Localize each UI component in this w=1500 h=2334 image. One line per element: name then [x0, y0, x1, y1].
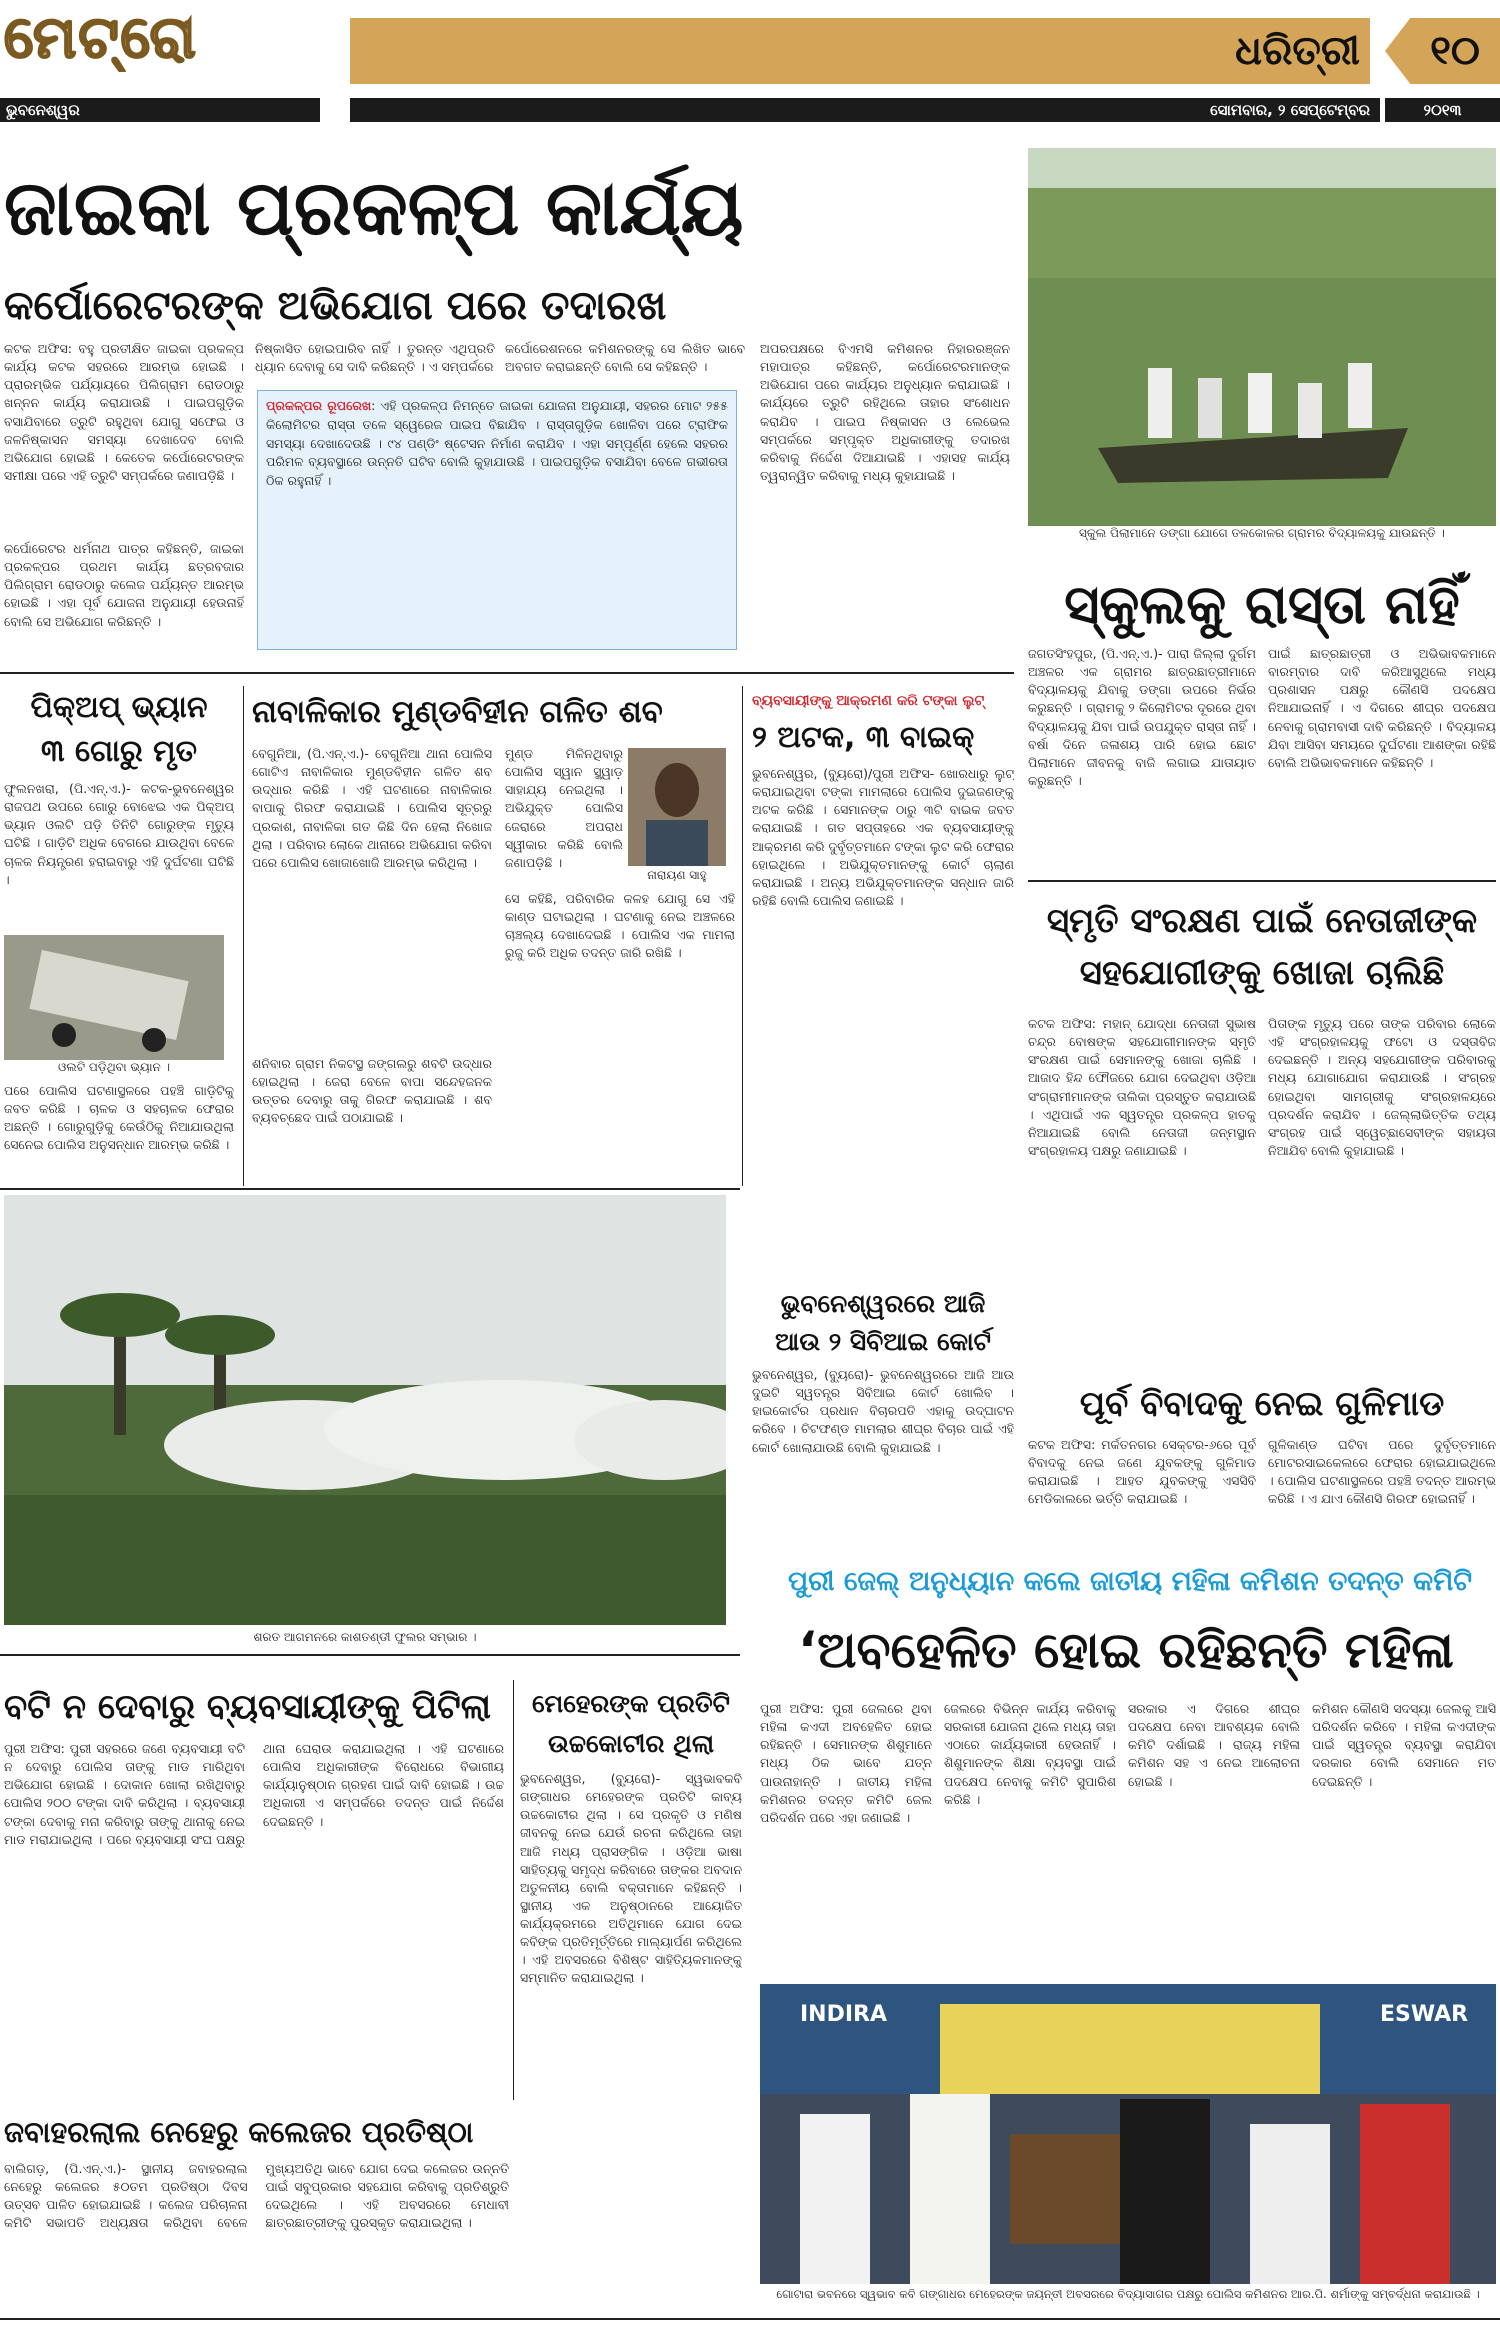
minor-body-2: ଶନିବାର ଗ୍ରାମ ନିକଟସ୍ଥ ଜଙ୍ଗଲରୁ ଶବଟି ଉଦ୍ଧାର ହୋଇଥିଲା । ଜେରା ବେଳେ ବାପା ସନ୍ଦେହଜନକ ଉତ୍ତର ଦେବାରୁ ତାକୁ ଗିରଫ କରାଯାଇଛି । ଶବ ବ୍ୟବଚ୍ଛେଦ ପାଇଁ ପଠାଯାଇଛି । — [252, 1056, 492, 1126]
jail-headline: ‘ଅବହେଳିତ ହୋଇ ରହିଛନ୍ତି ମହିଳା — [798, 1621, 1454, 1679]
lead-info-box — [257, 390, 737, 650]
city-label: ଭୁବନେଶ୍ୱର — [6, 101, 80, 119]
mehera-headline: ମେହେରଙ୍କ ପ୍ରତିଟି — [532, 1689, 730, 1718]
minor-body-3: ମୁଣ୍ଡ ମିଳିନଥିବାରୁ ପୋଲିସ ସ୍ୱାନ ସ୍କ୍ୱାଡ଼ ସାହାଯ୍ୟ ନେଇଥିଲା । ଅଭିଯୁକ୍ତ ପୋଲିସ ଜେରାରେ ଅପରାଧ ସ୍ୱୀକାର କରିଛି ବୋଲି ଜଣାପଡ଼ିଛି । — [505, 746, 623, 870]
event-photo-caption: ଗୋଟାରା ଭବନରେ ସ୍ୱଭାବ କବି ଗଙ୍ଗାଧର ମେହେରଙ୍କ ଜୟନ୍ତୀ ଅବସରରେ ବିଦ୍ୟାସାଗର ପକ୍ଷରୁ ପୋଲିସ କମିଶନର ଆର.ପି. ଶର୍ମାଙ୍କୁ ସମ୍ବର୍ଦ୍ଧନା କରାଯାଉଛି । — [776, 2287, 1480, 2301]
lead-info-box-text: : ଏହି ପ୍ରକଳ୍ପ ନିମନ୍ତେ ଜାଇକା ଯୋଜନା ଅନୁଯାୟୀ, ସହରର ମୋଟ ୨୫୫ କିଲୋମିଟର ରାସ୍ତା ତଳେ ସ୍ୱେରେଜ ପାଇପ ବିଛାଯିବ । ରାସ୍ତାଗୁଡ଼ିକ ଖୋଳିବା ପରେ ଟ୍ରାଫିକ ସମସ୍ୟା ଦେଖାଦେଉଛି । ୯୪ ପଣ୍ଡିଂ ଷ୍ଟେସନ ନିର୍ମାଣ କରାଯିବ । ଏହା ସମ୍ପୂର୍ଣ୍ଣ ହେଲେ ସହରର ପରିମଳ ବ୍ୟବସ୍ଥାରେ ଉନ୍ନତି ଘଟିବ ବୋଲି କୁହାଯାଉଛି । ପାଇପଗୁଡ଼ିକ ବସାଯିବା ବେଳେ ଗଭୀରତା ଠିକ ରହୁନାହିଁ । — [266, 398, 728, 488]
lead-body-1: କଟକ ଅଫିସ: ବହୁ ପ୍ରତୀକ୍ଷିତ ଜାଇକା ପ୍ରକଳ୍ପ କାର୍ଯ୍ୟ କଟକ ସହରରେ ଆରମ୍ଭ ହୋଇଛି । ପ୍ରାରମ୍ଭିକ ପର୍ଯ୍ୟାୟରେ ପିଲିଗ୍ରାମ ରୋଡଠାରୁ ଖନ୍ନନ କାର୍ଯ୍ୟ କରାଯାଉଛି । ପାଇପଗୁଡ଼ିକ ବସାଯିବାରେ ତ୍ରୁଟି ରହୁଥିବା ଯୋଗୁ ସଫେଇ ଓ ଜଳନିଷ୍କାସନ ସମସ୍ୟା ଦେଖାଦେବ ବୋଲି ଅଭିଯୋଗ ହୋଇଛି । କେତେକ କର୍ପୋରେଟରଙ୍କ ସମୀକ୍ଷା ପରେ ଏହି ତ୍ରୁଟି ସମ୍ପର୍କରେ ଜଣାପଡ଼ିଛି । — [4, 341, 244, 483]
bike-body: ଭୁବନେଶ୍ୱର, (ବ୍ୟୁରୋ)/ପୁରୀ ଅଫିସ- ଖୋରଧାରୁ ଲୁଟ୍ କରାଯାଇଥିବା ଟଙ୍କା ମାମଲାରେ ପୋଲିସ ଦୁଇଜଣଙ୍କୁ ଅଟକ କରିଛି । ସେମାନଙ୍କ ଠାରୁ ୩ଟି ବାଇକ ଜବତ କରାଯାଇଛି । ଗତ ସପ୍ତାହରେ ଏକ ବ୍ୟବସାୟୀଙ୍କୁ ଆକ୍ରମଣ କରି ଦୁର୍ବୃତ୍ତମାନେ ଟଙ୍କା ଲୁଟ କରି ଫେରାର ହୋଇଥିଲେ । ଅଭିଯୁକ୍ତମାନଙ୍କୁ କୋର୍ଟ ଚାଲାଣ କରାଯାଇଛି । ଅନ୍ୟ ଅଭିଯୁକ୍ତମାନଙ୍କ ସନ୍ଧାନ ଜାରି ରହିଛି ବୋଲି ପୋଲିସ ଜଣାଇଛି । — [752, 766, 1014, 908]
section-label: ଧରିତ୍ରୀ — [1235, 27, 1360, 74]
lead-headline: ଜାଇକା ପ୍ରକଳ୍ପ କାର୍ଯ୍ୟ — [4, 163, 744, 252]
minor-body-1: ବେଗୁନିଆ, (ପି.ଏନ୍.ଏ.)- ବେଗୁନିଆ ଥାନା ପୋଲିସ ଗୋଟିଏ ନାବାଳିକାର ମୁଣ୍ଡବିହୀନ ଗଳିତ ଶବ ଉଦ୍ଧାର କରିଛି । ଏହି ଘଟଣାରେ ନାବାଳିକାର ବାପାକୁ ଗିରଫ କରାଯାଇଛି । ପୋଲିସ ସୂତ୍ରରୁ ପ୍ରକାଶ, ନାବାଳିକା ଗତ କିଛି ଦିନ ହେଲା ନିଖୋଜ ଥିଲା । ପରିବାର ଲୋକେ ଥାନାରେ ଅଭିଯୋଗ କରିବା ପରେ ପୋଲିସ ଖୋଜାଖୋଜି ଆରମ୍ଭ କରିଥିଲା । — [252, 746, 492, 870]
school-rule — [1028, 880, 1496, 882]
lead-bottom-rule — [0, 672, 1014, 674]
footer-rule — [0, 2318, 1500, 2320]
kash-photo — [4, 1195, 726, 1625]
masthead-title: ମେଟ୍ରୋ — [4, 3, 198, 71]
police-body: ପୁରୀ ଅଫିସ: ପୁରୀ ସହରରେ ଜଣେ ବ୍ୟବସାୟୀ ବଟି ନ ଦେବାରୁ ପୋଲିସ ତାଙ୍କୁ ମାଡ ମାରିଥିବା ଅଭିଯୋଗ ହୋଇଛି । ଦୋକାନ ଖୋଲା ରଖିଥିବାରୁ ପୋଲିସ ୨୦୦ ଟଙ୍କା ଦାବି କରିଥିଲା । ବ୍ୟବସାୟୀ ଟଙ୍କା ଦେବାକୁ ମନା କରିବାରୁ ତାଙ୍କୁ ଥାନାକୁ ନେଇ ମାଡ ମରାଯାଇଥିଲା । ପରେ ବ୍ୟବସାୟୀ ସଂଘ ପକ୍ଷରୁ ଥାନା ଘେରାଉ କରାଯାଇଥିଲା । ଏହି ଘଟଣାରେ ପୋଲିସ ଅଧିକାରୀଙ୍କ ବିରୋଧରେ ବିଭାଗୀୟ କାର୍ଯ୍ୟାନୁଷ୍ଠାନ ଗ୍ରହଣ ପାଇଁ ଦାବି ହୋଇଛି । ଉଚ୍ଚ ଅଧିକାରୀ ଏ ସମ୍ପର୍କରେ ତଦନ୍ତ ପାଇଁ ନିର୍ଦ୍ଦେଶ ଦେଇଛନ୍ତି । — [4, 1741, 504, 1847]
school-body-2: ପାଇଁ ଛାତ୍ରଛାତ୍ରୀ ଓ ଅଭିଭାବକମାନେ ବାରମ୍ବାର ଦାବି କରିଆସୁଥିଲେ ମଧ୍ୟ ପ୍ରଶାସନ ପକ୍ଷରୁ କୌଣସି ପଦକ୍ଷେପ ନିଆଯାଇନାହିଁ । ଏ ଦିଗରେ ଶୀଘ୍ର ପଦକ୍ଷେପ ନେବାକୁ ଗ୍ରାମବାସୀ ଦାବି କରିଛନ୍ତି । ବିଦ୍ୟାଳୟ ଯିବା ଆସିବା ସମୟରେ ଦୁର୍ଘଟଣା ଆଶଙ୍କା ରହିଛି ବୋଲି ଅଭିଭାବକମାନେ କହିଛନ୍ତି । — [1268, 646, 1496, 770]
jail-body-2: ଜେଲରେ ବିଭିନ୍ନ କାର୍ଯ୍ୟ କରିବାକୁ ସରକାରୀ ଯୋଜନା ଥିଲେ ମଧ୍ୟ ତାହା ଏଠାରେ କାର୍ଯ୍ୟକାରୀ ହେଉନାହିଁ । ଶିଶୁମାନଙ୍କ ଶିକ୍ଷା ବ୍ୟବସ୍ଥା ପାଇଁ ପଦକ୍ଷେପ ନେବାକୁ କମିଟି ସୁପାରିଶ କରିଛି । — [944, 1701, 1116, 1807]
lead-body-2: କର୍ପୋରେଟର ଧର୍ମନାଥ ପାତ୍ର କହିଛନ୍ତି, ଜାଇକା ପ୍ରକଳ୍ପର ପ୍ରଥମ କାର୍ଯ୍ୟ ଛତ୍ରବଜାର ପିଲିଗ୍ରାମ ରୋଡଠାରୁ କଲେଜ ପର୍ଯ୍ୟନ୍ତ ଆରମ୍ଭ ହୋଇଛି । ଏହା ପୂର୍ବ ଯୋଜନା ଅନୁଯାୟୀ ହେଉନାହିଁ ବୋଲି ସେ ଅଭିଯୋଗ କରିଛନ୍ତି । — [4, 541, 244, 629]
pickup-divider — [243, 686, 244, 1186]
jawahar-body: ବାଲିଗଡ଼, (ପି.ଏନ୍.ଏ.)- ସ୍ଥାନୀୟ ଜବାହରଲାଲ ନେହେରୁ କଲେଜର ୫୦ତମ ପ୍ରତିଷ୍ଠା ଦିବସ ଉତ୍ସବ ପାଳିତ ହୋଇଯାଇଛି । କଲେଜ ପରିଚାଳନା କମିଟି ସଭାପତି ଅଧ୍ୟକ୍ଷତା କରିଥିବା ବେଳେ ମୁଖ୍ୟଅତିଥି ଭାବେ ଯୋଗ ଦେଇ କଲେଜର ଉନ୍ନତି ପାଇଁ ସବୁପ୍ରକାର ସହଯୋଗ କରିବାକୁ ପ୍ରତିଶ୍ରୁତି ଦେଇଥିଲେ । ଏହି ଅବସରରେ ମେଧାବୀ ଛାତ୍ରଛାତ୍ରୀଙ୍କୁ ପୁରସ୍କୃତ କରାଯାଇଥିଲା । — [4, 2161, 509, 2231]
lead-info-box-label: ପ୍ରକଳ୍ପର ରୂପରେଖ — [266, 398, 372, 413]
lead-body-4: କର୍ପୋରେଶନରେ କମିଶନରଙ୍କୁ ସେ ଲିଖିତ ଭାବେ ଅବଗତ କରାଇଛନ୍ତି ବୋଲି ସେ କହିଛନ୍ତି । — [505, 341, 745, 375]
bike-headline: ୨ ଅଟକ, ୩ ବାଇକ୍ — [752, 720, 975, 755]
jail-body-3: ସରକାର ଏ ଦିଗରେ ଶୀଘ୍ର ପଦକ୍ଷେପ ନେବା ଆବଶ୍ୟକ ବୋଲି କମିଟି ଦର୍ଶାଇଛି । ରାଜ୍ୟ ମହିଳା କମିଶନ ସହ ଏ ନେଇ ଆଲୋଚନା ହୋଇଛି । — [1128, 1701, 1300, 1789]
minor-divider — [742, 686, 743, 1186]
minor-photo-art — [628, 748, 726, 866]
cbi-headline-2: ଆଉ ୨ ସିବିଆଇ କୋର୍ଟ — [775, 1327, 991, 1356]
lead-body-5: ଅପରପକ୍ଷରେ ବିଏମସି କମିଶନର ନିହାରରଞ୍ଜନ ମହାପାତ୍ର କହିଛନ୍ତି, କର୍ପୋରେଟରମାନଙ୍କ ଅଭିଯୋଗ ପରେ କାର୍ଯ୍ୟର ଅନୁଧ୍ୟାନ କରାଯାଇଛି । କାର୍ଯ୍ୟରେ ତ୍ରୁଟି ରହିଥିଲେ ତାହାର ସଂଶୋଧନ କରାଯିବ । ପାଇପ ନିଷ୍କାସନ ଓ ଲେଭେଲ ସମ୍ପର୍କରେ ସମ୍ପୃକ୍ତ ଅଧିକାରୀଙ୍କୁ ତଦାରଖ କରିବାକୁ ନିର୍ଦ୍ଦେଶ ଦିଆଯାଇଛି । ଏହାସହ କାର୍ଯ୍ୟ ତ୍ୱରାନ୍ୱିତ କରିବାକୁ ମଧ୍ୟ କୁହାଯାଇଛି । — [760, 341, 1010, 483]
bottom-left-rule — [0, 1654, 740, 1656]
police-divider — [513, 1680, 514, 2100]
pickup-photo-caption: ଓଲଟି ପଡ଼ିଥିବା ଭ୍ୟାନ । — [58, 1060, 170, 1074]
gulimada-headline: ପୂର୍ବ ବିବାଦକୁ ନେଇ ଗୁଳିମାଡ — [1079, 1384, 1445, 1424]
jail-kicker: ପୁରୀ ଜେଲ୍ ଅନୁଧ୍ୟାନ କଲେ ଜାତୀୟ ମହିଳା କମିଶନ ତଦନ୍ତ କମିଟି — [787, 1566, 1473, 1597]
minor-body-4: ସେ କହିଛି, ପରିବାରିକ କଳହ ଯୋଗୁ ସେ ଏହି କାଣ୍ଡ ଘଟାଇଥିଲା । ଘଟଣାକୁ ନେଇ ଅଞ୍ଚଳରେ ଚାଞ୍ଚଲ୍ୟ ଦେଖାଦେଇଛି । ପୋଲିସ ଏକ ମାମଲା ରୁଜୁ କରି ଅଧିକ ତଦନ୍ତ ଜାରି ରଖିଛି । — [505, 891, 735, 961]
netaji-headline-2: ସହଯୋଗୀଙ୍କୁ ଖୋଜା ଚାଲିଛି — [1079, 953, 1445, 993]
netaji-body-2: ପିତାଙ୍କ ମୃତ୍ୟୁ ପରେ ତାଙ୍କ ପରିବାର ଲୋକେ ଏହି ସଂଗ୍ରହାଳୟକୁ ଫଟୋ ଓ ଦସ୍ତାବିଜ ଦେଇଛନ୍ତି । ଅନ୍ୟ ସହଯୋଗୀଙ୍କ ପରିବାରକୁ ମଧ୍ୟ ଯୋଗାଯୋଗ କରାଯାଉଛି । ସଂଗ୍ରହ ହୋଇଥିବା ସାମଗ୍ରୀକୁ ସଂଗ୍ରହାଳୟରେ ପ୍ରଦର୍ଶନ କରାଯିବ । ଜେଲ୍ଲାଭିତ୍ତିକ ତଥ୍ୟ ସଂଗ୍ରହ ପାଇଁ ସ୍ୱେଚ୍ଛାସେବୀଙ୍କ ସହାୟତା ନିଆଯିବ ବୋଲି କୁହାଯାଇଛି । — [1268, 1016, 1496, 1158]
pickup-photo — [4, 935, 224, 1060]
pickup-headline: ପିକ୍‌ଅପ୍ ଭ୍ୟାନ — [30, 690, 208, 725]
kash-photo-caption: ଶରତ ଆଗମନରେ କାଶତଣ୍ଡୀ ଫୁଲର ସମ୍ଭାର । — [253, 1630, 477, 1644]
school-body-1: ଜଗତସିଂହପୁର, (ପି.ଏନ୍.ଏ.)- ପାରା ଜିଲ୍ଲା ଦୁର୍ଗମ ଅଞ୍ଚଳର ଏକ ଗ୍ରାମର ଛାତ୍ରଛାତ୍ରୀମାନେ ବିଦ୍ୟାଳୟକୁ ଯିବାକୁ ଡଙ୍ଗା ଉପରେ ନିର୍ଭର କରୁଛନ୍ତି । ଗ୍ରାମକୁ ୨ କିଲୋମିଟର ଦୂରରେ ଥିବା ବିଦ୍ୟାଳୟକୁ ଯିବା ପାଇଁ ଉପଯୁକ୍ତ ରାସ୍ତା ନାହିଁ । ବର୍ଷା ଦିନେ ଜଳାଶୟ ପାରି ହୋଇ ଛୋଟ ପିଲାମାନେ ଜୀବନକୁ ବାଜି ଲଗାଇ ଯାତାୟାତ କରୁଛନ୍ତି । — [1028, 646, 1256, 788]
middle-rule — [0, 1188, 740, 1190]
page-number: ୧୦ — [1430, 28, 1480, 74]
kash-photo-art — [4, 1195, 726, 1625]
minor-photo — [628, 748, 726, 866]
minor-headline: ନାବାଳିକାର ମୁଣ୍ଡବିହୀନ ଗଳିତ ଶବ — [252, 694, 663, 730]
event-banner-left: INDIRA — [800, 2002, 888, 2027]
cbi-body: ଭୁବନେଶ୍ୱର, (ବ୍ୟୁରୋ)- ଭୁବନେଶ୍ୱରରେ ଆଜି ଆଉ ଦୁଇଟି ସ୍ୱତନ୍ତ୍ର ସିବିଆଇ କୋର୍ଟ ଖୋଲିବ । ହାଇକୋର୍ଟର ପ୍ରଧାନ ବିଚାରପତି ଏହାକୁ ଉଦ୍‌ଘାଟନ କରିବେ । ଚିଟଫଣ୍ଡ ମାମଲାର ଶୀଘ୍ର ବିଚାର ପାଇଁ ଏହି କୋର୍ଟ ଖୋଲାଯାଉଛି ବୋଲି କୁହାଯାଇଛି । — [752, 1367, 1014, 1455]
cbi-headline: ଭୁବନେଶ୍ୱରରେ ଆଜି — [780, 1289, 986, 1318]
gulimada-body-1: କଟକ ଅଫିସ: ମର୍କତନଗର ସେକ୍ଟର-୬ରେ ପୂର୍ବ ବିବାଦକୁ ନେଇ ଜଣେ ଯୁବକଙ୍କୁ ଗୁଳିମାଡ କରାଯାଇଛି । ଆହତ ଯୁବକଙ୍କୁ ଏସସିବି ମେଡିକାଲରେ ଭର୍ତ୍ତି କରାଯାଇଛି । — [1028, 1437, 1256, 1507]
date-label: ସୋମବାର, ୨ ସେପ୍ଟେମ୍ବର — [1210, 101, 1370, 119]
school-photo-caption: ସ୍କୁଲ ପିଲାମାନେ ଡଙ୍ଗା ଯୋଗେ ତଳକୋଳର ଗ୍ରାମର ବିଦ୍ୟାଳୟକୁ ଯାଉଛନ୍ତି । — [1079, 526, 1445, 540]
minor-photo-caption: ନାରାୟଣ ସାହୁ — [647, 868, 707, 882]
lead-subhead: କର୍ପୋରେଟରଙ୍କ ଅଭିଯୋଗ ପରେ ତଦାରଖ — [4, 283, 667, 329]
school-headline: ସ୍କୁଲକୁ ରାସ୍ତା ନାହିଁ — [1064, 573, 1460, 636]
event-banner-right: ESWAR — [1380, 2002, 1469, 2027]
school-photo — [1028, 148, 1496, 526]
bike-kicker: ବ୍ୟବସାୟୀଙ୍କୁ ଆକ୍ରମଣ କରି ଟଙ୍କା ଲୁଟ୍ — [752, 693, 985, 709]
school-photo-art — [1028, 148, 1496, 526]
netaji-headline: ସ୍ମୃତି ସଂରକ୍ଷଣ ପାଇଁ ନେତାଜୀଙ୍କ — [1046, 901, 1478, 941]
pickup-body-1: ଫୁଲନଖରା, (ପି.ଏନ୍.ଏ.)- କଟକ-ଭୁବନେଶ୍ୱର ରାଜପଥ ଉପରେ ଗୋରୁ ବୋଝେଇ ଏକ ପିକ୍‌ଅପ୍ ଭ୍ୟାନ ଓଲଟି ପଡ଼ି ତିନିଟି ଗୋରୁଙ୍କ ମୃତ୍ୟୁ ଘଟିଛି । ଗାଡ଼ିଟି ଅଧିକ ବେଗରେ ଯାଉଥିବା ବେଳେ ଚାଳକ ନିୟନ୍ତ୍ରଣ ହରାଇବାରୁ ଏହି ଦୁର୍ଘଟଣା ଘଟିଛି । — [4, 781, 234, 887]
pickup-body-2: ପରେ ପୋଲିସ ଘଟଣାସ୍ଥଳରେ ପହଞ୍ଚି ଗାଡ଼ିଟିକୁ ଜବତ କରିଛି । ଚାଳକ ଓ ସହଚାଳକ ଫେରାର ଅଛନ୍ତି । ଗୋରୁଗୁଡ଼ିକୁ କେଉଁଠିକୁ ନିଆଯାଉଥିଲା ସେନେଇ ପୋଲିସ ଅନୁସନ୍ଧାନ ଆରମ୍ଭ କରିଛି । — [4, 1083, 234, 1153]
gulimada-body-2: ଗୁଳିକାଣ୍ଡ ଘଟିବା ପରେ ଦୁର୍ବୃତ୍ତମାନେ ମୋଟରସାଇକେଲରେ ଫେରାର ହୋଇଯାଇଥିଲେ । ପୋଲିସ ଘଟଣାସ୍ଥଳରେ ପହଞ୍ଚି ତଦନ୍ତ ଆରମ୍ଭ କରିଛି । ଏ ଯାଏ କୌଣସି ଗିରଫ ହୋଇନାହିଁ । — [1268, 1437, 1496, 1507]
netaji-body-1: କଟକ ଅଫିସ: ମହାନ୍ ଯୋଦ୍ଧା ନେତାଜୀ ସୁଭାଷ ଚନ୍ଦ୍ର ବୋଷଙ୍କ ସହଯୋଗୀମାନଙ୍କ ସ୍ମୃତି ସଂରକ୍ଷଣ ପାଇଁ ସେମାନଙ୍କୁ ଖୋଜା ଚାଲିଛି । ଆଜାଦ ହିନ୍ଦ ଫୌଜରେ ଯୋଗ ଦେଇଥିବା ଓଡ଼ିଆ ସଂଗ୍ରାମୀମାନଙ୍କ ତାଲିକା ପ୍ରସ୍ତୁତ କରାଯାଉଛି । ଏଥିପାଇଁ ଏକ ସ୍ୱତନ୍ତ୍ର ପ୍ରକଳ୍ପ ହାତକୁ ନିଆଯାଇଛି ବୋଲି ନେତାଜୀ ଜନ୍ମସ୍ଥାନ ସଂଗ୍ରହାଳୟ ପକ୍ଷରୁ ଜଣାଯାଇଛି । — [1028, 1016, 1256, 1158]
year-label: ୨୦୧୩ — [1423, 101, 1462, 119]
jawahar-headline: ଜବାହରଲାଲ ନେହେରୁ କଲେଜର ପ୍ରତିଷ୍ଠା — [4, 2115, 474, 2149]
police-headline: ବଟି ନ ଦେବାରୁ ବ୍ୟବସାୟୀଙ୍କୁ ପିଟିଲା — [4, 1687, 491, 1727]
pickup-photo-art — [4, 935, 224, 1060]
mehera-body: ଭୁବନେଶ୍ୱର, (ବ୍ୟୁରୋ)- ସ୍ୱଭାବକବି ଗଙ୍ଗାଧର ମେହେରଙ୍କ ପ୍ରତିଟି କାବ୍ୟ ଉଚ୍ଚକୋଟୀର ଥିଲା । ସେ ପ୍ରକୃତି ଓ ମଣିଷ ଜୀବନକୁ ନେଇ ଯେଉଁ ରଚନା କରିଥିଲେ ତାହା ଆଜି ମଧ୍ୟ ପ୍ରାସଙ୍ଗିକ । ଓଡ଼ିଆ ଭାଷା ସାହିତ୍ୟକୁ ସମୃଦ୍ଧ କରିବାରେ ତାଙ୍କର ଅବଦାନ ଅତୁଳନୀୟ ବୋଲି ବକ୍ତାମାନେ କହିଛନ୍ତି । ସ୍ଥାନୀୟ ଏକ ଅନୁଷ୍ଠାନରେ ଆୟୋଜିତ କାର୍ଯ୍ୟକ୍ରମରେ ଅତିଥିମାନେ ଯୋଗ ଦେଇ କବିଙ୍କ ପ୍ରତିମୂର୍ତ୍ତିରେ ମାଲ୍ୟାର୍ପଣ କରିଥିଲେ । ଏହି ଅବସରରେ ବିଶିଷ୍ଟ ସାହିତ୍ୟିକମାନଙ୍କୁ ସମ୍ମାନିତ କରାଯାଇଥିଲା । — [520, 1771, 742, 1986]
jail-body-1: ପୁରୀ ଅଫିସ: ପୁରୀ ଜେଲରେ ଥିବା ମହିଳା କଏଦୀ ଅବହେଳିତ ହୋଇ ରହିଛନ୍ତି । ସେମାନଙ୍କ ଶିଶୁମାନେ ମଧ୍ୟ ଠିକ ଭାବେ ଯତ୍ନ ପାଉନାହାନ୍ତି । ଜାତୀୟ ମହିଳା କମିଶନର ତଦନ୍ତ କମିଟି ଜେଲ ପରିଦର୍ଶନ ପରେ ଏହା ଜଣାଇଛି । — [760, 1701, 932, 1825]
mehera-headline-2: ଉଚ୍ଚକୋଟୀର ଥିଲା — [547, 1729, 715, 1758]
lead-body-3: ନିଷ୍କାସିତ ହୋଇପାରିବ ନାହିଁ । ତୁରନ୍ତ ଏଥିପ୍ରତି ଧ୍ୟାନ ଦେବାକୁ ସେ ଦାବି କରିଛନ୍ତି । ଏ ସମ୍ପର୍କରେ — [255, 341, 495, 375]
jail-body-4: କମିଶନ କୌଣସି ସଦସ୍ୟା ଜେଲକୁ ଆସି ପରିଦର୍ଶନ କରିବେ । ମହିଳା କଏଦୀଙ୍କ ପାଇଁ ସ୍ୱତନ୍ତ୍ର ବ୍ୟବସ୍ଥା କରାଯିବା ଦରକାର ବୋଲି ସେମାନେ ମତ ଦେଇଛନ୍ତି । — [1312, 1701, 1496, 1789]
pickup-headline-2: ୩ ଗୋରୁ ମୃତ — [41, 734, 197, 769]
